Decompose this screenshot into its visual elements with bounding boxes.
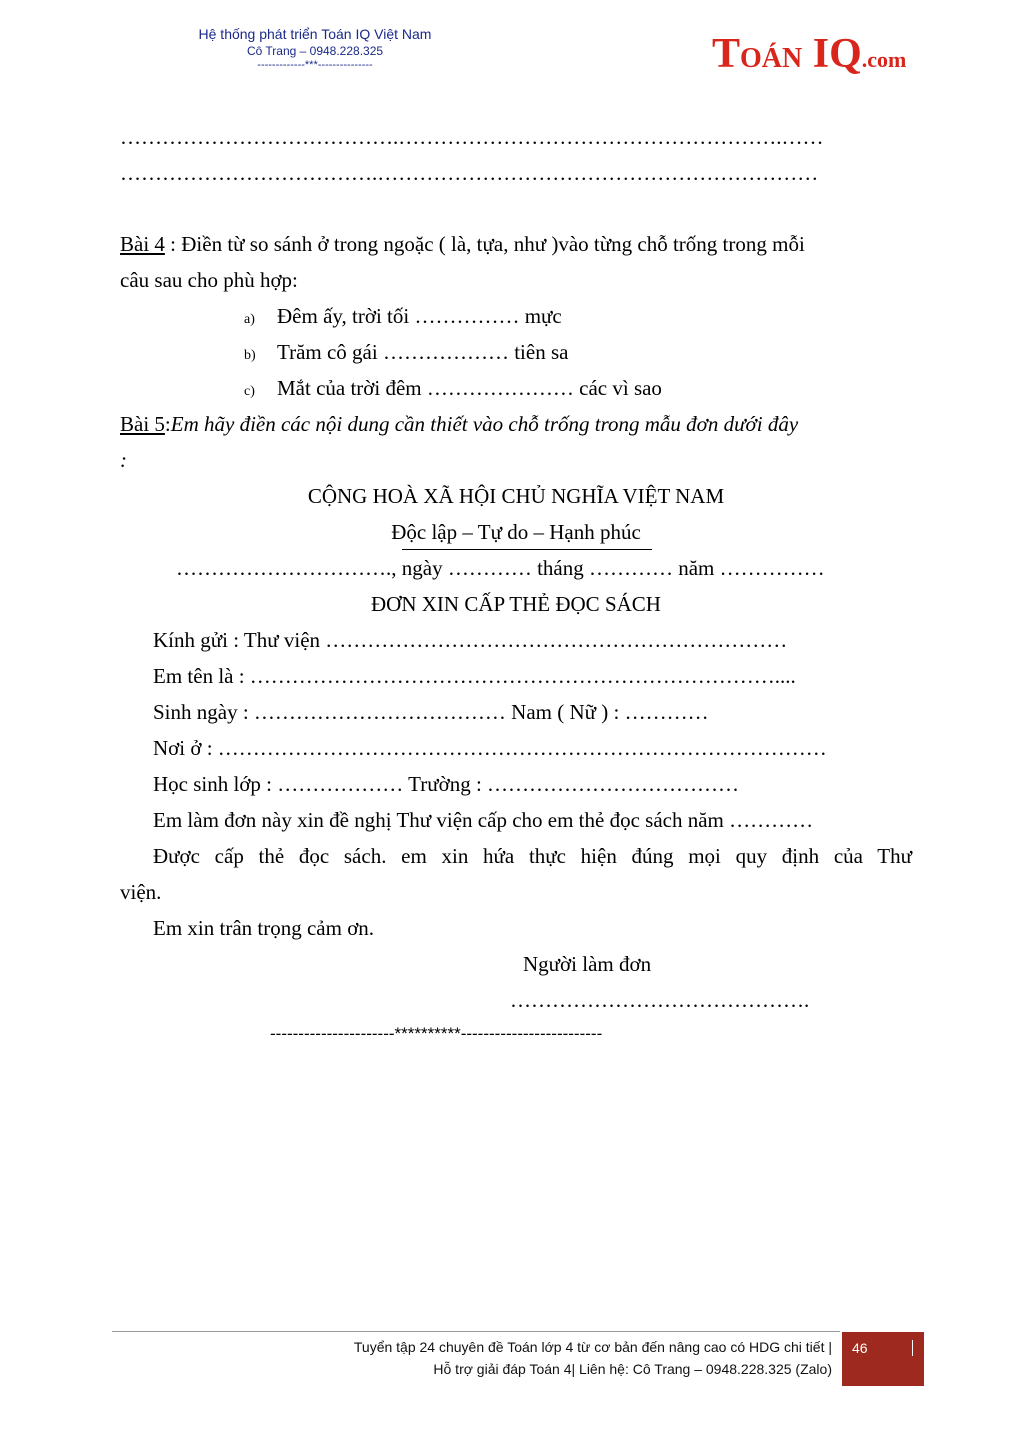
exercise-4-prompt-cont: câu sau cho phù hợp:: [120, 268, 298, 292]
form-field: Em tên là : …………………………………………………………………....: [153, 664, 796, 688]
signer-label: Người làm đơn: [523, 952, 652, 976]
header-contact: Cô Trang – 0948.228.325: [246, 44, 384, 58]
logo-letter: T: [712, 31, 741, 77]
exercise-4-text: : Điền từ so sánh ở trong ngoặc ( là, tựa, như )vào từng chỗ trống trong mỗi: [164, 232, 805, 256]
item-text: Mắt của trời đêm ………………… các vì sao: [277, 376, 662, 400]
form-field: Em làm đơn này xin đề nghị Thư viện cấp cho em thẻ đọc sách năm …………: [153, 808, 814, 832]
motto-underline: [402, 549, 652, 550]
item-text: Đêm ấy, trời tối …………… mực: [277, 304, 562, 328]
list-item: [244, 375, 255, 405]
signer-dots: …………………………………….: [510, 988, 810, 1012]
footer-divider: [112, 1331, 840, 1332]
list-item: [244, 339, 256, 369]
logo-iq: IQ: [802, 31, 862, 77]
form-promise-cont: viện.: [120, 880, 162, 904]
footer-line-1: Tuyển tập 24 chuyên đề Toán lớp 4 từ cơ bản đến nâng cao có HDG chi tiết |: [353, 1339, 832, 1355]
exercise-5-label: Bài 5: [120, 412, 165, 436]
exercise-4-prompt: [120, 231, 805, 257]
footer-line-2: Hỗ trợ giải đáp Toán 4| Liên hệ: Cô Trang – 0948.228.325 (Zalo): [433, 1361, 832, 1377]
item-letter: c): [244, 384, 255, 399]
form-date-line: …………………………., ngày ………… tháng ………… năm ……………: [176, 556, 825, 580]
header-separator: -------------***---------------: [257, 59, 373, 71]
form-republic-heading: CỘNG HOÀ XÃ HỘI CHỦ NGHĨA VIỆT NAM: [307, 484, 725, 508]
exercise-5-text: Em hãy điền các nội dung cần thiết vào chỗ trống trong mẫu đơn dưới đây: [170, 412, 799, 436]
exercise-5-prompt-cont: :: [120, 448, 127, 472]
page-box-divider: [912, 1340, 913, 1356]
answer-dots-line: ………………………………….……………………………………………….……: [120, 125, 824, 149]
item-text: Trăm cô gái ……………… tiên sa: [277, 340, 569, 364]
logo-text: OÁN: [740, 43, 803, 74]
exercise-5-prompt: [120, 411, 798, 437]
logo-com: .com: [861, 47, 907, 72]
form-promise: Được cấp thẻ đọc sách. em xin hứa thực hiện đúng mọi quy định của Thư: [153, 844, 912, 868]
form-title: ĐƠN XIN CẤP THẺ ĐỌC SÁCH: [371, 592, 661, 616]
exercise-5-colon: :: [164, 412, 171, 436]
list-item: [244, 303, 255, 333]
page-number: 46: [852, 1340, 868, 1356]
form-field: Sinh ngày : ……………………………… Nam ( Nữ ) : …………: [153, 700, 709, 724]
form-field: Học sinh lớp : ……………… Trường : ………………………………: [153, 772, 740, 796]
end-divider: ----------------------**********-------------------------: [270, 1024, 603, 1043]
toaniq-logo: [712, 30, 906, 78]
header-title: Hệ thống phát triển Toán IQ Việt Nam: [198, 26, 432, 42]
form-field: Kính gửi : Thư viện …………………………………………………………: [153, 628, 788, 652]
item-letter: b): [244, 348, 256, 363]
exercise-4-label: Bài 4: [120, 232, 165, 256]
item-letter: a): [244, 312, 255, 327]
answer-dots-line: ……………………………….………………………………………………………: [120, 161, 819, 185]
form-thanks: Em xin trân trọng cảm ơn.: [153, 916, 375, 940]
form-motto: Độc lập – Tự do – Hạnh phúc: [391, 520, 641, 544]
form-field: Nơi ở : ……………………………………………………………………………: [153, 736, 827, 760]
